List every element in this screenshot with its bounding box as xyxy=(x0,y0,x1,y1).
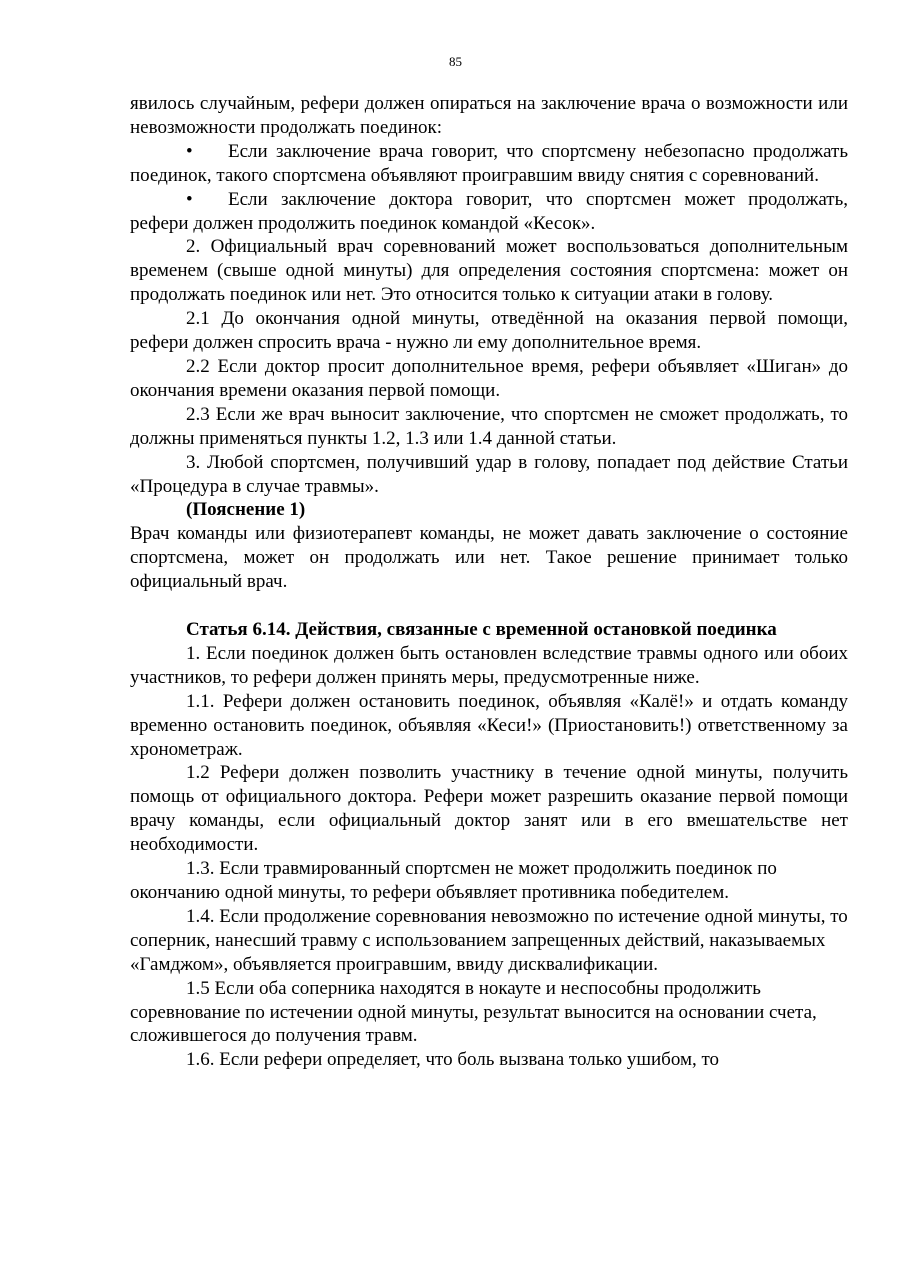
paragraph: явилось случайным, рефери должен опираться на заключение врача о возможности или невозможности продолжать поединок: xyxy=(130,93,848,138)
paragraph: 3. Любой спортсмен, получивший удар в голову, попадает под действие Статьи «Процедура в случае травмы». xyxy=(130,451,848,497)
paragraph: 1.6. Если рефери определяет, что боль вызвана только ушибом, то xyxy=(186,1049,720,1071)
bullet-item xyxy=(130,140,848,188)
paragraph: 2.3 Если же врач выносит заключение, что спортсмен не сможет продолжать, то должны применяться пункты 1.2, 1.3 или 1.4 данной статьи. xyxy=(130,403,848,449)
document-body xyxy=(130,92,848,1072)
bullet-text: Если заключение врача говорит, что спортсмену небезопасно продолжать поединок, такого спортсмена объявляют проигравшим ввиду снятия с соревнований. xyxy=(130,140,848,186)
bullet-text: Если заключение доктора говорит, что спортсмен может продолжать, рефери должен продолжить поединок командой «Кесок». xyxy=(130,188,848,234)
paragraph: 2. Официальный врач соревнований может воспользоваться дополнительным временем (свыше одной минуты) для определения состояния спортсмена: может он продолжать поединок или нет. Это относится только к ситуации атаки в голову. xyxy=(130,236,848,306)
bullet-item xyxy=(130,188,848,236)
paragraph: 1.1. Рефери должен остановить поединок, объявляя «Калё!» и отдать команду временно остановить поединок, объявляя «Кеси!» (Приостановить!) ответственному за хронометраж. xyxy=(130,690,848,760)
paragraph: 2.2 Если доктор просит дополнительное время, рефери объявляет «Шиган» до окончания времени оказания первой помощи. xyxy=(130,355,848,401)
paragraph: 1. Если поединок должен быть остановлен вследствие травмы одного или обоих участников, то рефери должен принять меры, предусмотренные ниже. xyxy=(130,642,848,688)
page-number: 85 xyxy=(449,54,462,69)
paragraph: 1.4. Если продолжение соревнования невозможно по истечение одной минуты, то соперник, нанесший травму с использованием запрещенных действий, наказываемых «Гамджом», объявляется проигравшим, ввиду дисквалификации. xyxy=(130,905,848,975)
paragraph: 2.1 До окончания одной минуты, отведённой на оказания первой помощи, рефери должен спросить врача - нужно ли ему дополнительное время. xyxy=(130,308,848,354)
article-heading: Статья 6.14. Действия, связанные с временной остановкой поединка xyxy=(186,619,777,641)
paragraph: 1.2 Рефери должен позволить участнику в течение одной минуты, получить помощь от официального доктора. Рефери может разрешить оказание первой помощи врачу команды, если официальный доктор занят или в его вмешательстве нет необходимости. xyxy=(130,762,848,856)
bullet-icon: • xyxy=(186,188,193,210)
note-text: Врач команды или физиотерапевт команды, не может давать заключение о состояние спортсмена, может он продолжать или нет. Такое решение принимает только официальный врач. xyxy=(130,523,848,593)
paragraph: 1.3. Если травмированный спортсмен не может продолжить поединок по окончанию одной минуты, то рефери объявляет противника победителем. xyxy=(130,858,777,903)
note-title: (Пояснение 1) xyxy=(186,499,306,521)
bullet-icon: • xyxy=(186,140,193,162)
paragraph: 1.5 Если оба соперника находятся в нокауте и неспособны продолжить соревнование по истечении одной минуты, результат выносится на основании счета, сложившегося до получения травм. xyxy=(130,977,817,1047)
